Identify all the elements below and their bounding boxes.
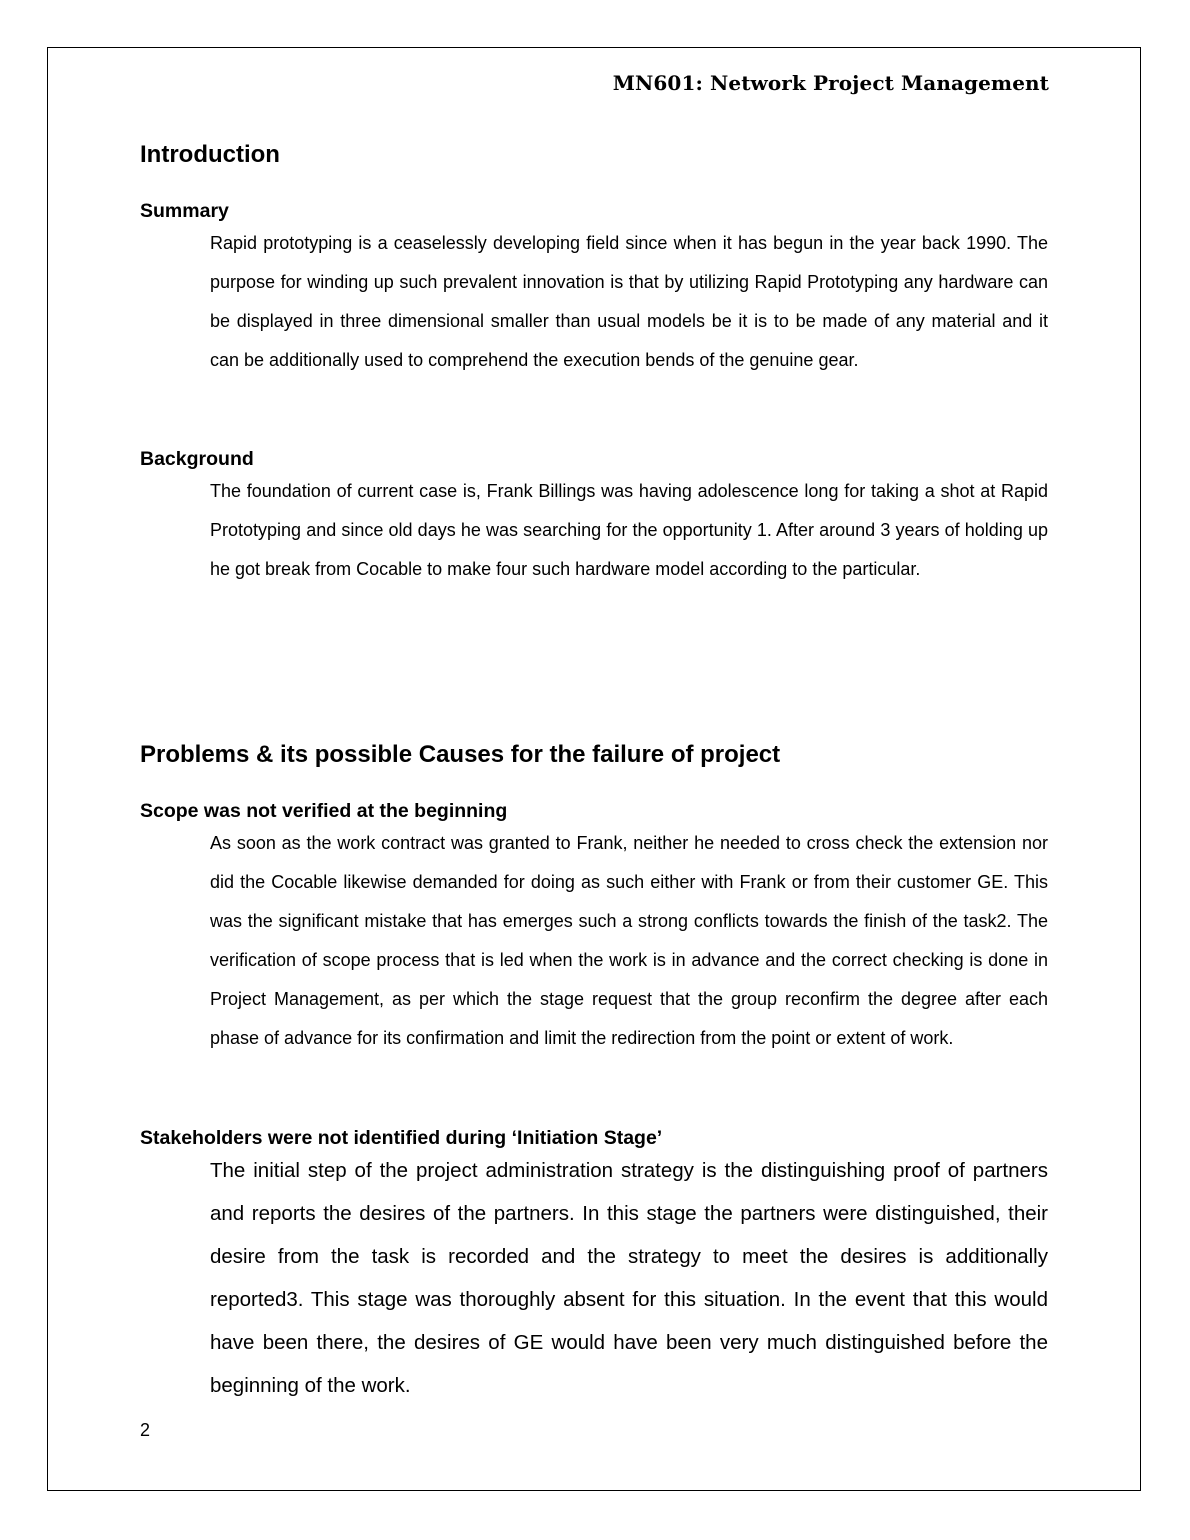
problems-heading: Problems & its possible Causes for the failure of project xyxy=(140,741,781,768)
summary-paragraph: Rapid prototyping is a ceaselessly developing field since when it has begun in the year back 1990. The purpose for winding up such prevalent innovation is that by utilizing Rapid Prototyping any hardware can be displayed in three dimensional smaller than usual models be it is to be made of any material and it can be additionally used to comprehend the execution bends of the genuine gear. xyxy=(210,233,1048,370)
page-number: 2 xyxy=(140,1420,151,1440)
stakeholders-paragraph: The initial step of the project administration strategy is the distinguishing proof of partners and reports the desires of the partners. In this stage the partners were distinguished, their desire from the task is recorded and the strategy to meet the desires is additionally reported3. This stage was thoroughly absent for this situation. In the event that this would have been there, the desires of GE would have been very much distinguished before the beginning of the work. xyxy=(210,1159,1048,1397)
scope-paragraph: As soon as the work contract was granted to Frank, neither he needed to cross check the extension nor did the Cocable likewise demanded for doing as such either with Frank or from their customer GE. This was the significant mistake that has emerges such a strong conflicts towards the finish of the task2. The verification of scope process that is led when the work is in advance and the correct checking is done in Project Management, as per which the stage request that the group reconfirm the degree after each phase of advance for its confirmation and limit the redirection from the point or extent of work. xyxy=(210,833,1048,1048)
introduction-heading: Introduction xyxy=(140,141,280,168)
background-heading: Background xyxy=(140,448,254,470)
background-paragraph: The foundation of current case is, Frank Billings was having adolescence long for taking a shot at Rapid Prototyping and since old days he was searching for the opportunity 1. After around 3 years of holding up he got break from Cocable to make four such hardware model according to the particular. xyxy=(210,481,1048,579)
document-header-title: MN601: Network Project Management xyxy=(612,71,1049,95)
scope-heading: Scope was not verified at the beginning xyxy=(140,800,508,822)
stakeholders-heading: Stakeholders were not identified during ‘Initiation Stage’ xyxy=(140,1127,663,1149)
summary-heading: Summary xyxy=(140,200,229,222)
